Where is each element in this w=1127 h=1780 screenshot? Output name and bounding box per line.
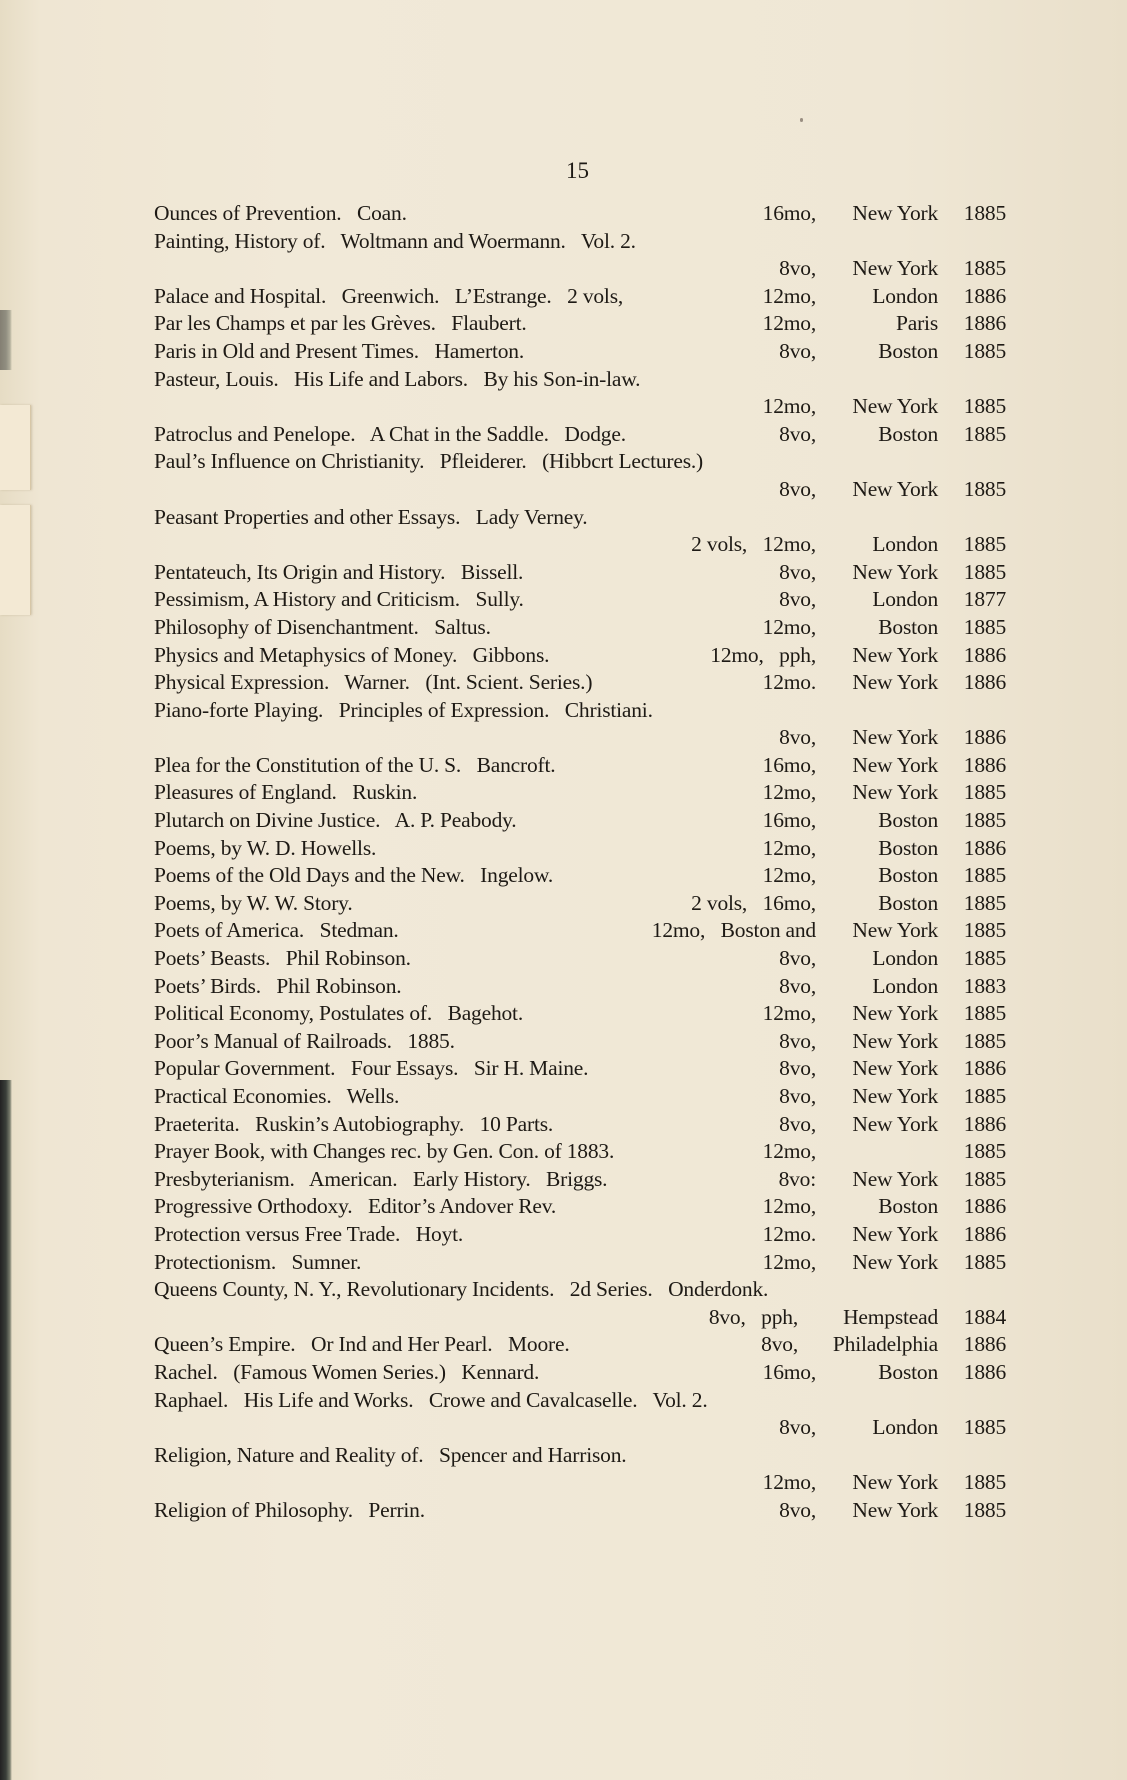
catalogue-entry: [154, 973, 1006, 1001]
entry-format: 8vo,: [779, 1111, 816, 1136]
entry-title: Poor’s Manual of Railroads. 1885.: [154, 1028, 455, 1053]
torn-paper-stub: [0, 405, 31, 490]
entry-place: New York: [852, 201, 938, 225]
entry-publication: [691, 890, 1006, 918]
entry-publication: [779, 476, 1006, 504]
entry-publication: [710, 642, 1006, 670]
catalogue-entry: [154, 1000, 1006, 1028]
catalogue-entry: [154, 1414, 1006, 1442]
entry-place: Boston: [878, 835, 938, 860]
entry-year: 1885: [963, 1470, 1006, 1495]
catalogue-entry: [154, 1166, 1006, 1194]
entry-format: 8vo,: [779, 1497, 816, 1522]
catalogue-entry: [154, 1193, 1006, 1221]
entry-format: 12mo,: [762, 1194, 816, 1219]
entry-year: 1886: [963, 642, 1006, 667]
entry-year: 1886: [963, 1332, 1006, 1357]
binding-edge-shadow: [0, 310, 12, 370]
entry-year: 1885: [963, 1415, 1006, 1440]
entry-place: New York: [852, 394, 938, 419]
entry-place: New York: [852, 1249, 938, 1274]
entry-place: London: [872, 973, 938, 998]
entry-format: 16mo,: [762, 1359, 816, 1384]
entry-publication: [779, 1111, 1006, 1139]
entry-format: 8vo,: [779, 421, 816, 446]
entry-place: New York: [852, 752, 938, 777]
catalogue-entry: [154, 1442, 1006, 1470]
entry-format: 16mo,: [762, 201, 816, 225]
entry-place: New York: [852, 1470, 938, 1495]
entry-publication: [779, 1414, 1006, 1442]
entry-format: 8vo,: [779, 946, 816, 971]
entry-title: Poets’ Birds. Phil Robinson.: [154, 973, 402, 998]
entry-format: 12mo,: [762, 780, 816, 805]
catalogue-entry: [154, 283, 1006, 311]
catalogue-entry: [154, 1497, 1006, 1525]
entry-year: 1886: [963, 1359, 1006, 1384]
entry-place: New York: [852, 1056, 938, 1081]
entry-year: 1886: [963, 835, 1006, 860]
catalogue-entry: [154, 669, 1006, 697]
catalogue-entry: [154, 1221, 1006, 1249]
catalogue-entry: [154, 586, 1006, 614]
entry-title: Praeterita. Ruskin’s Autobiography. 10 Parts.: [154, 1111, 554, 1136]
torn-paper-stub: [0, 505, 31, 615]
entry-title: Physical Expression. Warner. (Int. Scient. Series.): [154, 670, 593, 695]
entry-format: 12mo,: [762, 835, 816, 860]
entry-title: Plutarch on Divine Justice. A. P. Peabody.: [154, 808, 517, 833]
catalogue-entry: [154, 1028, 1006, 1056]
catalogue-entry: [154, 200, 1006, 228]
entry-place: New York: [852, 670, 938, 695]
entry-title: Piano-forte Playing. Principles of Expression. Christiani.: [154, 697, 653, 722]
catalogue-entry: [154, 1387, 1006, 1415]
entry-year: 1885: [963, 421, 1006, 446]
entry-title: Painting, History of. Woltmann and Woermann. Vol. 2.: [154, 228, 636, 253]
entry-title: Plea for the Constitution of the U. S. Bancroft.: [154, 752, 556, 777]
entry-year: 1886: [963, 670, 1006, 695]
catalogue-entries: [154, 200, 1006, 1525]
entry-place: Paris: [895, 311, 938, 336]
entry-format: 2 vols, 16mo,: [691, 890, 816, 915]
catalogue-entry: [154, 697, 1006, 725]
entry-place: London: [872, 532, 938, 557]
entry-publication: [763, 1138, 1006, 1166]
entry-place: New York: [852, 780, 938, 805]
entry-format: 8vo,: [779, 338, 816, 363]
entry-title: Peasant Properties and other Essays. Lady Verney.: [154, 504, 588, 529]
entry-publication: [779, 559, 1006, 587]
catalogue-entry: [154, 448, 1006, 476]
entry-title: Political Economy, Postulates of. Bagehot.: [154, 1001, 523, 1026]
entry-format: 12mo.: [762, 1221, 816, 1246]
entry-title: Rachel. (Famous Women Series.) Kennard.: [154, 1359, 540, 1384]
entry-title: Poems, by W. W. Story.: [154, 890, 353, 915]
paper-speck: [800, 118, 803, 122]
entry-publication: [763, 1221, 1006, 1249]
catalogue-entry: [154, 310, 1006, 338]
entry-place: Boston: [878, 1359, 938, 1384]
entry-format: 12mo, Boston and: [651, 918, 816, 943]
entry-format: 12mo,: [762, 863, 816, 888]
entry-place: London: [872, 1415, 938, 1440]
entry-format: 8vo,: [779, 476, 816, 501]
catalogue-entry: [154, 1359, 1006, 1387]
page-number: 15: [566, 158, 589, 183]
entry-publication: [763, 200, 1006, 228]
catalogue-entry: [154, 807, 1006, 835]
entry-format: 8vo,: [761, 1332, 798, 1357]
entry-format: 8vo,: [779, 256, 816, 281]
entry-year: 1886: [963, 725, 1006, 750]
entry-year: 1885: [963, 1166, 1006, 1191]
entry-place: Hempstead: [843, 1304, 938, 1329]
entry-publication: [779, 724, 1006, 752]
entry-format: 8vo, pph,: [708, 1304, 798, 1329]
entry-year: 1885: [963, 780, 1006, 805]
catalogue-entry: [154, 338, 1006, 366]
entry-format: 8vo,: [779, 1028, 816, 1053]
catalogue-entry: [154, 945, 1006, 973]
entry-publication: [779, 1083, 1006, 1111]
entry-year: 1885: [963, 1139, 1006, 1164]
catalogue-entry: [154, 917, 1006, 945]
entry-year: 1885: [963, 1249, 1006, 1274]
entry-year: 1885: [963, 559, 1006, 584]
entry-title: Progressive Orthodoxy. Editor’s Andover Rev.: [154, 1194, 557, 1219]
entry-format: 12mo,: [762, 311, 816, 336]
entry-publication: [709, 1304, 1006, 1332]
entry-title: Pessimism, A History and Criticism. Sully.: [154, 587, 524, 612]
entry-year: 1885: [963, 338, 1006, 363]
entry-year: 1886: [963, 1221, 1006, 1246]
entry-publication: [763, 669, 1006, 697]
entry-place: New York: [852, 476, 938, 501]
entry-year: 1885: [963, 890, 1006, 915]
catalogue-entry: [154, 1083, 1006, 1111]
entry-year: 1886: [963, 752, 1006, 777]
entry-title: Pentateuch, Its Origin and History. Bissell.: [154, 559, 524, 584]
catalogue-entry: [154, 504, 1006, 532]
entry-place: Boston: [878, 1194, 938, 1219]
entry-year: 1886: [963, 311, 1006, 336]
entry-format: 12mo.: [762, 670, 816, 695]
catalogue-entry: [154, 862, 1006, 890]
entry-title: Paris in Old and Present Times. Hamerton.: [154, 338, 525, 363]
entry-place: Boston: [878, 338, 938, 363]
entry-publication: [763, 1249, 1006, 1277]
entry-year: 1886: [963, 1111, 1006, 1136]
entry-year: 1877: [963, 587, 1006, 612]
entry-title: Religion of Philosophy. Perrin.: [154, 1497, 425, 1522]
entry-publication: [691, 531, 1006, 559]
entry-place: Boston: [878, 863, 938, 888]
entry-title: Poems, by W. D. Howells.: [154, 835, 377, 860]
entry-title: Palace and Hospital. Greenwich. L’Estrange. 2 vols,: [154, 283, 624, 308]
entry-year: 1885: [963, 201, 1006, 225]
entry-publication: [779, 338, 1006, 366]
entry-title: Queens County, N. Y., Revolutionary Incidents. 2d Series. Onderdonk.: [154, 1277, 769, 1302]
entry-format: 12mo,: [762, 394, 816, 419]
entry-year: 1885: [963, 808, 1006, 833]
entry-place: New York: [852, 1111, 938, 1136]
entry-format: 8vo,: [779, 973, 816, 998]
entry-year: 1883: [963, 973, 1006, 998]
entry-title: Pasteur, Louis. His Life and Labors. By his Son-in-law.: [154, 366, 641, 391]
catalogue-entry: [154, 614, 1006, 642]
entry-place: [816, 1138, 938, 1166]
entry-place: London: [872, 946, 938, 971]
catalogue-entry: [154, 1304, 1006, 1332]
entry-place: New York: [852, 642, 938, 667]
entry-place: Boston: [878, 890, 938, 915]
entry-format: 12mo,: [762, 1249, 816, 1274]
entry-publication: [779, 1028, 1006, 1056]
entry-title: Par les Champs et par les Grèves. Flaubert.: [154, 311, 527, 336]
entry-title: Pleasures of England. Ruskin.: [154, 780, 418, 805]
entry-format: 8vo,: [779, 559, 816, 584]
entry-place: New York: [852, 1221, 938, 1246]
entry-publication: [763, 779, 1006, 807]
catalogue-entry: [154, 1111, 1006, 1139]
entry-title: Paul’s Influence on Christianity. Pfleiderer. (Hibbcrt Lectures.): [154, 449, 704, 474]
entry-year: 1885: [963, 532, 1006, 557]
catalogue-entry: [154, 1331, 1006, 1359]
entry-year: 1885: [963, 1001, 1006, 1026]
entry-title: Physics and Metaphysics of Money. Gibbons.: [154, 642, 550, 667]
entry-title: Popular Government. Four Essays. Sir H. Maine.: [154, 1056, 589, 1081]
entry-year: 1885: [963, 256, 1006, 281]
entry-publication: [763, 1359, 1006, 1387]
entry-year: 1885: [963, 614, 1006, 639]
entry-title: Protection versus Free Trade. Hoyt.: [154, 1221, 464, 1246]
entry-place: New York: [852, 1166, 938, 1191]
entry-publication: [761, 1331, 1006, 1359]
entry-publication: [779, 421, 1006, 449]
entry-place: London: [872, 283, 938, 308]
catalogue-entry: [154, 890, 1006, 918]
entry-place: London: [872, 587, 938, 612]
catalogue-entry: [154, 421, 1006, 449]
entry-format: 2 vols, 12mo,: [691, 532, 816, 557]
catalogue-entry: [154, 752, 1006, 780]
binding-edge-shadow: [0, 1080, 12, 1780]
catalogue-entry: [154, 1138, 1006, 1166]
entry-format: 8vo:: [778, 1166, 816, 1191]
entry-place: Boston: [878, 614, 938, 639]
entry-format: 16mo,: [762, 808, 816, 833]
entry-place: New York: [852, 559, 938, 584]
entry-year: 1885: [963, 1497, 1006, 1522]
catalogue-entry: [154, 1469, 1006, 1497]
catalogue-entry: [154, 393, 1006, 421]
entry-place: New York: [852, 725, 938, 750]
entry-publication: [763, 835, 1006, 863]
catalogue-entry: [154, 835, 1006, 863]
entry-year: 1885: [963, 394, 1006, 419]
entry-title: Patroclus and Penelope. A Chat in the Saddle. Dodge.: [154, 421, 626, 446]
entry-year: 1885: [963, 1084, 1006, 1108]
entry-publication: [779, 1055, 1006, 1083]
catalogue-entry: [154, 779, 1006, 807]
entry-format: 8vo,: [779, 587, 816, 612]
entry-format: 12mo,: [762, 614, 816, 639]
entry-publication: [763, 283, 1006, 311]
entry-format: 12mo,: [762, 1470, 816, 1495]
entry-publication: [763, 614, 1006, 642]
catalogue-entry: [154, 642, 1006, 670]
catalogue-entry: [154, 255, 1006, 283]
catalogue-entry: [154, 228, 1006, 256]
entry-title: Religion, Nature and Reality of. Spencer and Harrison.: [154, 1442, 627, 1467]
catalogue-entry: [154, 531, 1006, 559]
entry-year: 1885: [963, 863, 1006, 888]
entry-publication: [779, 1166, 1006, 1194]
entry-publication: [779, 973, 1006, 1001]
entry-place: New York: [852, 1028, 938, 1053]
catalogue-entry: [154, 1055, 1006, 1083]
entry-publication: [763, 1193, 1006, 1221]
entry-format: 8vo,: [779, 1415, 816, 1440]
entry-publication: [652, 917, 1006, 945]
entry-title: Raphael. His Life and Works. Crowe and Cavalcaselle. Vol. 2.: [154, 1387, 708, 1412]
entry-place: New York: [852, 1497, 938, 1522]
entry-publication: [779, 586, 1006, 614]
entry-format: 16mo,: [762, 752, 816, 777]
entry-title: Poems of the Old Days and the New. Ingelow.: [154, 863, 554, 888]
catalogue-entry: [154, 476, 1006, 504]
entry-place: New York: [852, 918, 938, 943]
entry-publication: [763, 1469, 1006, 1497]
entry-publication: [763, 752, 1006, 780]
entry-place: New York: [852, 1001, 938, 1026]
entry-publication: [779, 945, 1006, 973]
entry-format: 12mo,: [762, 283, 816, 308]
entry-publication: [763, 862, 1006, 890]
catalogue-entry: [154, 1276, 1006, 1304]
entry-publication: [763, 393, 1006, 421]
entry-place: New York: [852, 1084, 938, 1108]
entry-title: Protectionism. Sumner.: [154, 1249, 362, 1274]
catalogue-entry: [154, 1249, 1006, 1277]
entry-year: 1885: [963, 918, 1006, 943]
catalogue-entry: [154, 724, 1006, 752]
entry-place: Boston: [878, 421, 938, 446]
entry-title: Philosophy of Disenchantment. Saltus.: [154, 614, 491, 639]
entry-place: Philadelphia: [832, 1332, 938, 1357]
entry-publication: [763, 807, 1006, 835]
entry-title: Ounces of Prevention. Coan.: [154, 201, 407, 225]
entry-format: 8vo,: [779, 725, 816, 750]
entry-title: Poets of America. Stedman.: [154, 918, 399, 943]
entry-title: Poets’ Beasts. Phil Robinson.: [154, 946, 411, 971]
entry-title: Presbyterianism. American. Early History. Briggs.: [154, 1166, 608, 1191]
catalogue-entry: [154, 559, 1006, 587]
entry-place: Boston: [878, 808, 938, 833]
entry-title: Queen’s Empire. Or Ind and Her Pearl. Moore.: [154, 1332, 570, 1357]
entry-format: 12mo,: [762, 1139, 816, 1164]
entry-year: 1885: [963, 1028, 1006, 1053]
entry-publication: [779, 1497, 1006, 1525]
entry-title: Practical Economies. Wells.: [154, 1084, 400, 1108]
entry-publication: [779, 255, 1006, 283]
entry-format: 8vo,: [779, 1084, 816, 1108]
entry-year: 1885: [963, 476, 1006, 501]
entry-format: 12mo,: [762, 1001, 816, 1026]
entry-publication: [763, 310, 1006, 338]
entry-year: 1886: [963, 1056, 1006, 1081]
entry-format: 12mo, pph,: [710, 642, 816, 667]
entry-format: 8vo,: [779, 1056, 816, 1081]
entry-place: New York: [852, 256, 938, 281]
entry-year: 1885: [963, 946, 1006, 971]
entry-year: 1884: [963, 1304, 1006, 1329]
entry-publication: [763, 1000, 1006, 1028]
entry-year: 1886: [963, 283, 1006, 308]
entry-year: 1886: [963, 1194, 1006, 1219]
catalogue-entry: [154, 366, 1006, 394]
entry-title: Prayer Book, with Changes rec. by Gen. Con. of 1883.: [154, 1139, 615, 1164]
